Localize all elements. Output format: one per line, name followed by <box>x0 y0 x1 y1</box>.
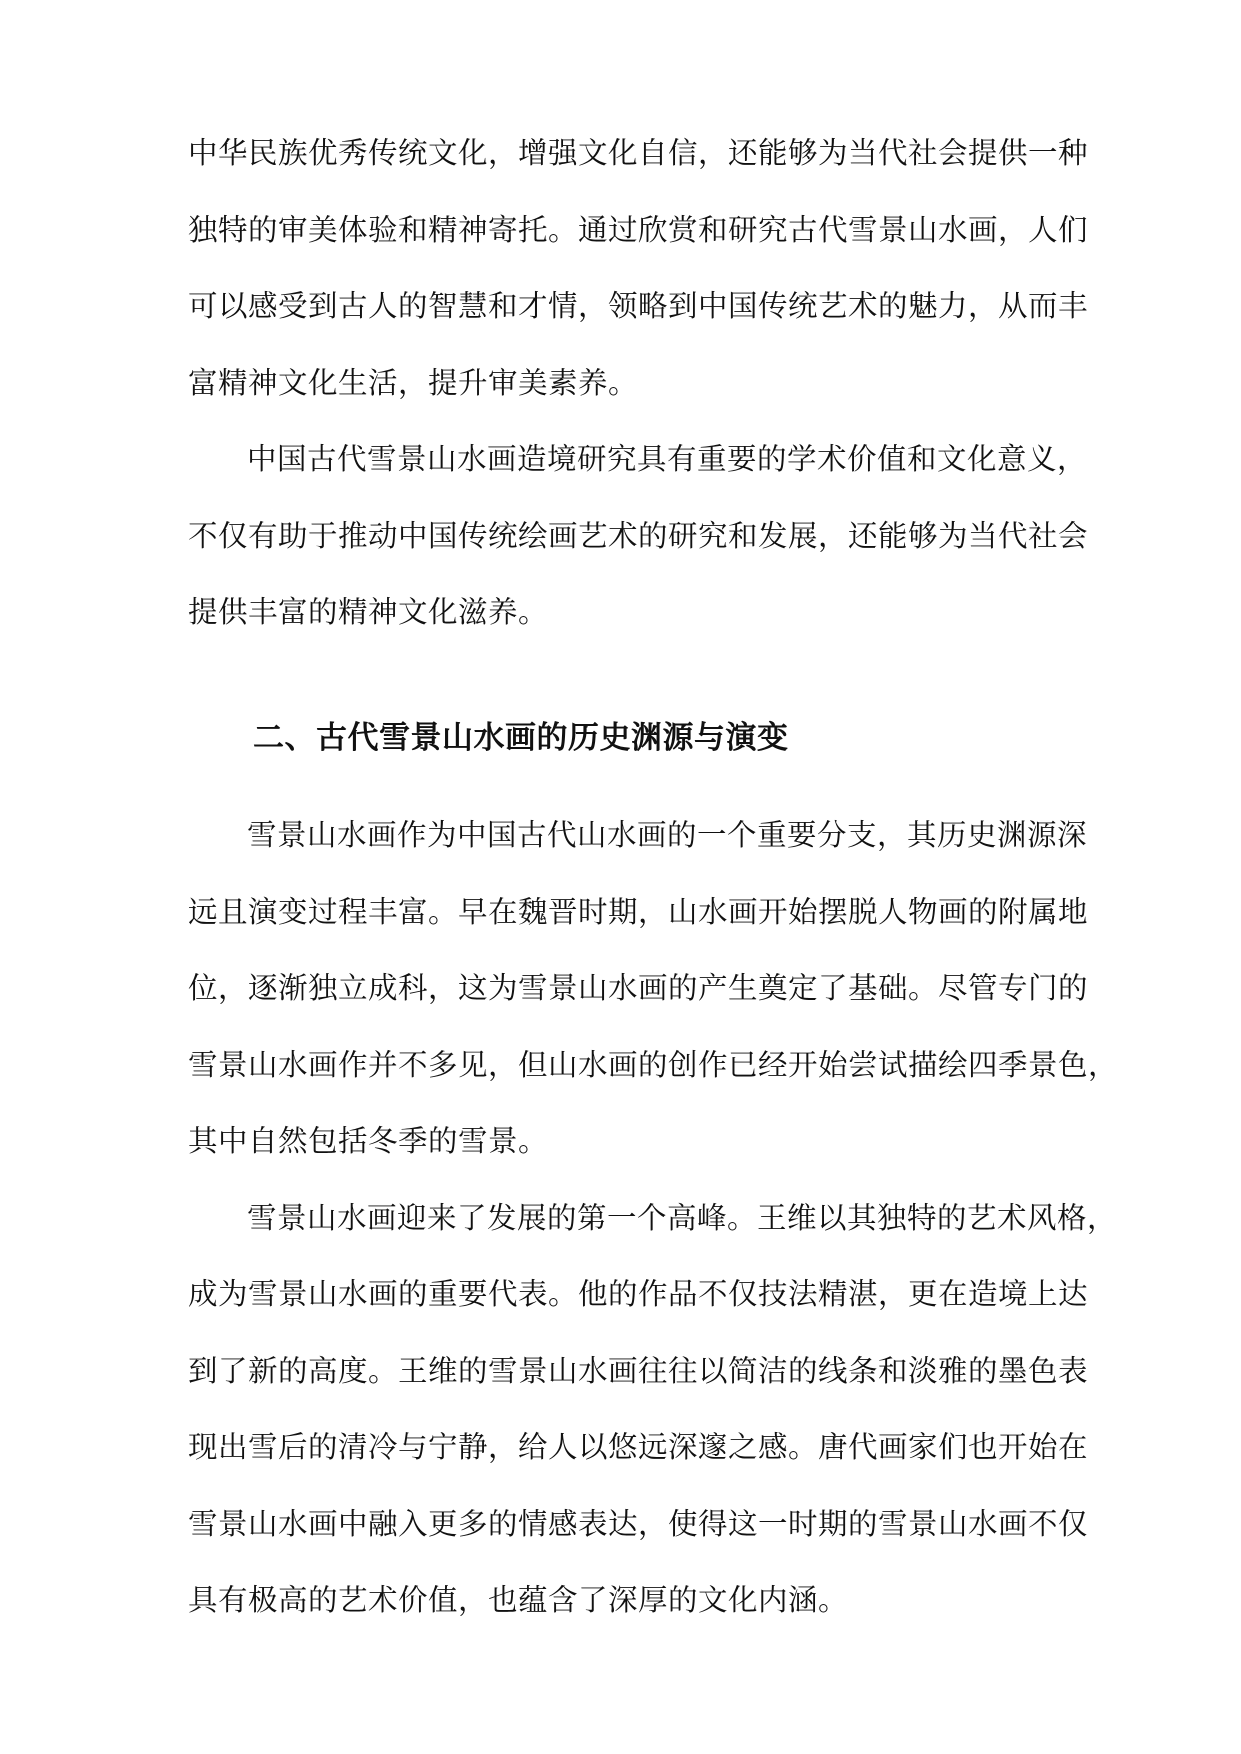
text-line: 位，逐渐独立成科，这为雪景山水画的产生奠定了基础。尽管专门的 <box>188 971 1089 1005</box>
text-line: 雪景山水画作并不多见，但山水画的创作已经开始尝试描绘四季景色， <box>188 1047 1119 1082</box>
section-heading: 二、古代雪景山水画的历史渊源与演变 <box>253 720 789 756</box>
text-line: 中国古代雪景山水画造境研究具有重要的学术价值和文化意义， <box>247 442 1088 476</box>
text-line: 中华民族优秀传统文化，增强文化自信，还能够为当代社会提供一种 <box>188 136 1089 170</box>
text-line: 成为雪景山水画的重要代表。他的作品不仅技法精湛，更在造境上达 <box>188 1277 1089 1311</box>
paragraph-3 <box>188 1180 1118 1639</box>
text-line: 到了新的高度。王维的雪景山水画往往以简洁的线条和淡雅的墨色表 <box>188 1353 1089 1388</box>
text-line: 独特的审美体验和精神寄托。通过欣赏和研究古代雪景山水画，人们 <box>188 212 1089 247</box>
paragraph-2 <box>188 797 1119 1180</box>
text-line: 可以感受到古人的智慧和才情，领略到中国传统艺术的魅力，从而丰 <box>188 289 1089 323</box>
paragraph-0 <box>188 115 1089 421</box>
body-after-heading <box>188 797 1119 1639</box>
text-line: 远且演变过程丰富。早在魏晋时期，山水画开始摆脱人物画的附属地 <box>188 894 1089 929</box>
paragraph-1 <box>188 421 1089 651</box>
text-line: 现出雪后的清冷与宁静，给人以悠远深邃之感。唐代画家们也开始在 <box>188 1430 1089 1464</box>
text-line: 其中自然包括冬季的雪景。 <box>188 1124 549 1158</box>
text-line: 不仅有助于推动中国传统绘画艺术的研究和发展，还能够为当代社会 <box>188 518 1089 553</box>
text-line: 具有极高的艺术价值，也蕴含了深厚的文化内涵。 <box>188 1583 849 1617</box>
text-line: 提供丰富的精神文化滋养。 <box>188 595 549 629</box>
body-before-heading <box>188 115 1089 651</box>
text-line: 雪景山水画中融入更多的情感表达，使得这一时期的雪景山水画不仅 <box>188 1506 1089 1541</box>
text-line: 雪景山水画作为中国古代山水画的一个重要分支，其历史渊源深 <box>247 818 1088 852</box>
text-line: 雪景山水画迎来了发展的第一个高峰。王维以其独特的艺术风格， <box>247 1200 1118 1235</box>
text-line: 富精神文化生活，提升审美素养。 <box>188 365 639 400</box>
